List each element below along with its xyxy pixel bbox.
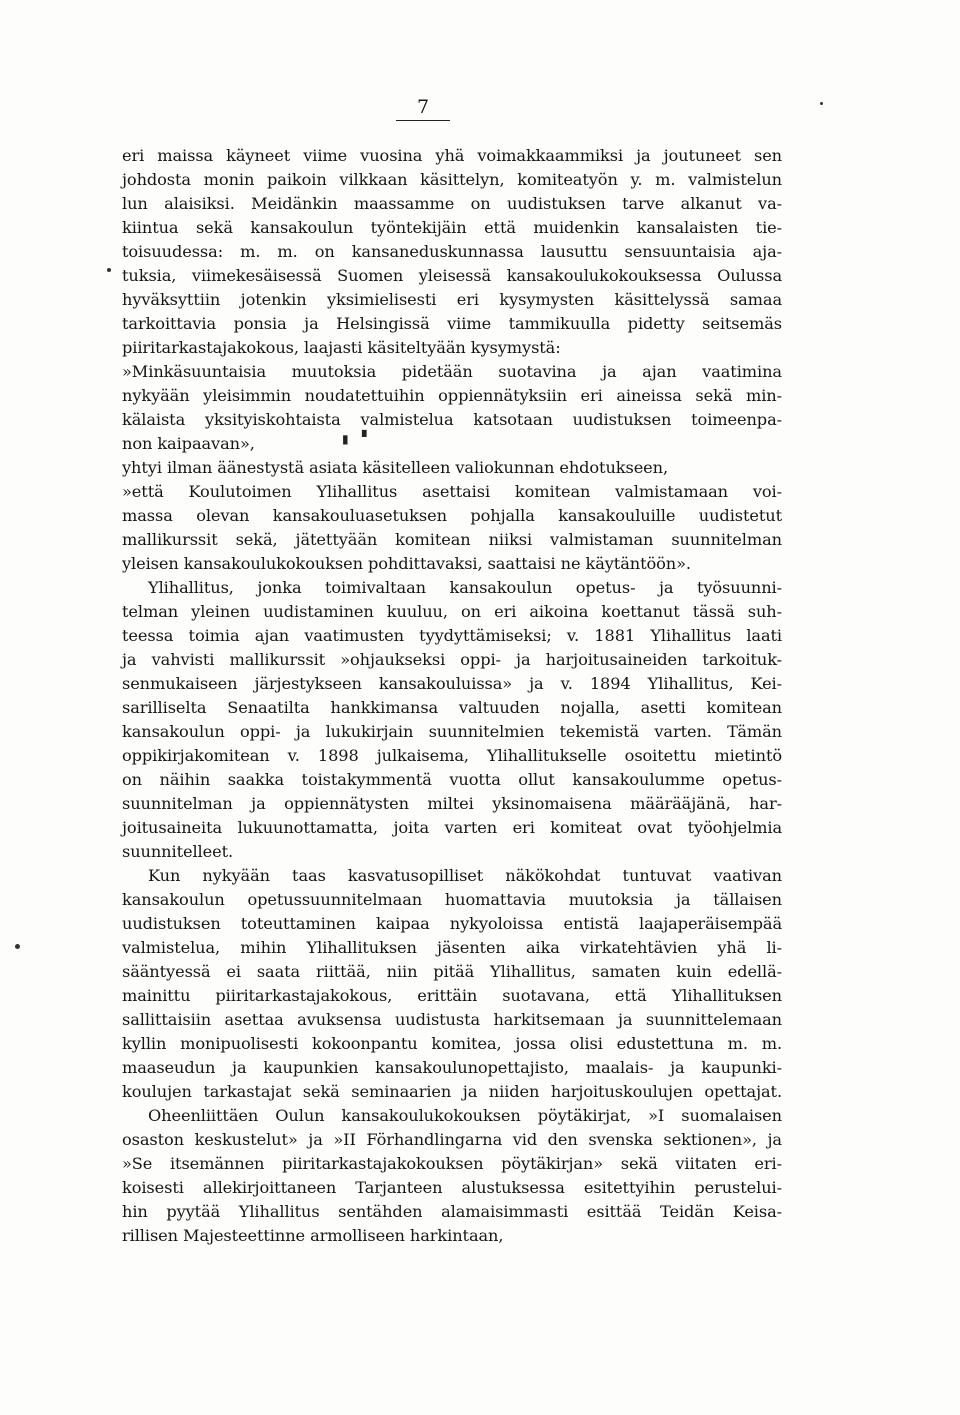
text-line: Ylihallitus, jonka toimivaltaan kansakoulun opetus- ja työsuunni- <box>148 578 782 597</box>
text-line: valmistelua, mihin Ylihallituksen jäsenten aika virkatehtävien yhä li- <box>122 938 782 957</box>
text-line: tuksia, viimekesäisessä Suomen yleisessä kansakoulukokouksessa Oulussa <box>122 266 782 285</box>
text-line: johdosta monin paikoin vilkkaan käsittelyn, komiteatyön y. m. valmistelun <box>122 170 782 189</box>
text-line: kansakoulun oppi- ja lukukirjain suunnitelmien tekemistä varten. Tämän <box>122 722 782 741</box>
text-line: non kaipaavan», <box>122 434 255 453</box>
text-line: nykyään yleisimmin noudatettuihin oppiennätyksiin eri aineissa sekä min- <box>122 386 782 405</box>
text-line: eri maissa käyneet viime vuosina yhä voimakkaammiksi ja joutuneet sen <box>122 146 782 165</box>
text-line: massa olevan kansakouluasetuksen pohjalla kansakouluille uudistetut <box>122 506 782 525</box>
text-line: rillisen Majesteettinne armolliseen harkintaan, <box>122 1226 504 1245</box>
text-line: hyväksyttiin jotenkin yksimielisesti eri kysymysten käsittelyssä samaa <box>122 290 782 309</box>
text-line: mallikurssit sekä, jätettyään komitean niiksi valmistaman suunnitelman <box>122 530 782 549</box>
page-number: 7 <box>396 96 450 121</box>
text-line: »Minkäsuuntaisia muutoksia pidetään suotavina ja ajan vaatimina <box>122 362 782 381</box>
text-line: yhtyi ilman äänestystä asiata käsitelleen valiokunnan ehdotukseen, <box>122 458 669 477</box>
text-line: maaseudun ja kaupunkien kansakoulunopettajisto, maalais- ja kaupunki- <box>122 1058 782 1077</box>
text-line: oppikirjakomitean v. 1898 julkaisema, Ylihallitukselle osoitettu mietintö <box>122 746 782 765</box>
text-line: suunnitelleet. <box>122 842 234 861</box>
text-line: suunnitelman ja oppiennätysten miltei yksinomaisena määrääjänä, har- <box>122 794 782 813</box>
text-line: telman yleinen uudistaminen kuuluu, on eri aikoina koettanut tässä suh- <box>122 602 782 621</box>
text-line: Kun nykyään taas kasvatusopilliset näkökohdat tuntuvat vaativan <box>148 866 782 885</box>
text-line: kyllin monipuolisesti kokoonpantu komitea, jossa olisi edustettuna m. m. <box>122 1034 782 1053</box>
text-line: kansakoulun opetussuunnitelmaan huomattavia muutoksia ja tällaisen <box>122 890 782 909</box>
text-line: uudistuksen toteuttaminen kaipaa nykyoloissa entistä laajaperäisempää <box>122 914 782 933</box>
speck-icon <box>820 102 823 105</box>
text-line: Oheenliittäen Oulun kansakoulukokouksen pöytäkirjat, »I suomalaisen <box>148 1106 782 1125</box>
text-line: tarkoittavia ponsia ja Helsingissä viime tammikuulla pidetty seitsemäs <box>122 314 782 333</box>
text-line: joitusaineita lukuunottamatta, joita varten eri komiteat ovat työohjelmia <box>122 818 782 837</box>
text-line: on näihin saakka toistakymmentä vuotta ollut kansakoulumme opetus- <box>122 770 782 789</box>
text-line: mainittu piiritarkastajakokous, erittäin suotavana, että Ylihallituksen <box>122 986 782 1005</box>
text-line: ja vahvisti mallikurssit »ohjaukseksi oppi- ja harjoitusaineiden tarkoituk- <box>122 650 782 669</box>
speck-icon <box>15 944 20 949</box>
text-line: koisesti allekirjoittaneen Tarjanteen alustuksessa esitettyihin perustelui- <box>122 1178 782 1197</box>
text-line: osaston keskustelut» ja »II Förhandlingarna vid den svenska sektionen», ja <box>122 1130 782 1149</box>
text-line: koulujen tarkastajat sekä seminaarien ja niiden harjoituskoulujen opettajat. <box>122 1082 782 1101</box>
text-line: kälaista yksityiskohtaista valmistelua katsotaan uudistuksen toimeenpa- <box>122 410 782 429</box>
ink-blot-icon: ▮ <box>342 432 349 446</box>
text-line: senmukaiseen järjestykseen kansakouluissa» ja v. 1894 Ylihallitus, Kei- <box>122 674 782 693</box>
text-line: sääntyessä ei saata riittää, niin pitää Ylihallitus, samaten kuin edellä- <box>122 962 782 981</box>
speck-icon <box>107 268 111 272</box>
text-line: »Se itsemännen piiritarkastajakokouksen pöytäkirjan» sekä viitaten eri- <box>122 1154 782 1173</box>
ink-blot-icon: ▘ <box>362 430 372 444</box>
text-line: toisuudessa: m. m. on kansaneduskunnassa lausuttu sensuuntaisia aja- <box>122 242 782 261</box>
text-line: lun alaisiksi. Meidänkin maassamme on uudistuksen tarve alkanut va- <box>122 194 782 213</box>
text-line: piiritarkastajakokous, laajasti käsiteltyään kysymystä: <box>122 338 561 357</box>
text-line: »että Koulutoimen Ylihallitus asettaisi komitean valmistamaan voi- <box>122 482 782 501</box>
text-line: hin pyytää Ylihallitus sentähden alamaisimmasti esittää Teidän Keisa- <box>122 1202 782 1221</box>
text-line: kiintua sekä kansakoulun työntekijäin että muidenkin kansalaisten tie- <box>122 218 782 237</box>
text-line: sallittaisiin asettaa avuksensa uudistusta harkitsemaan ja suunnittelemaan <box>122 1010 782 1029</box>
text-line: teessa toimia ajan vaatimusten tyydyttämiseksi; v. 1881 Ylihallitus laati <box>122 626 782 645</box>
text-line: yleisen kansakoulukokouksen pohdittavaksi, saattaisi ne käytäntöön». <box>122 554 691 573</box>
text-line: sarilliselta Senaatilta hankkimansa valtuuden nojalla, asetti komitean <box>122 698 782 717</box>
